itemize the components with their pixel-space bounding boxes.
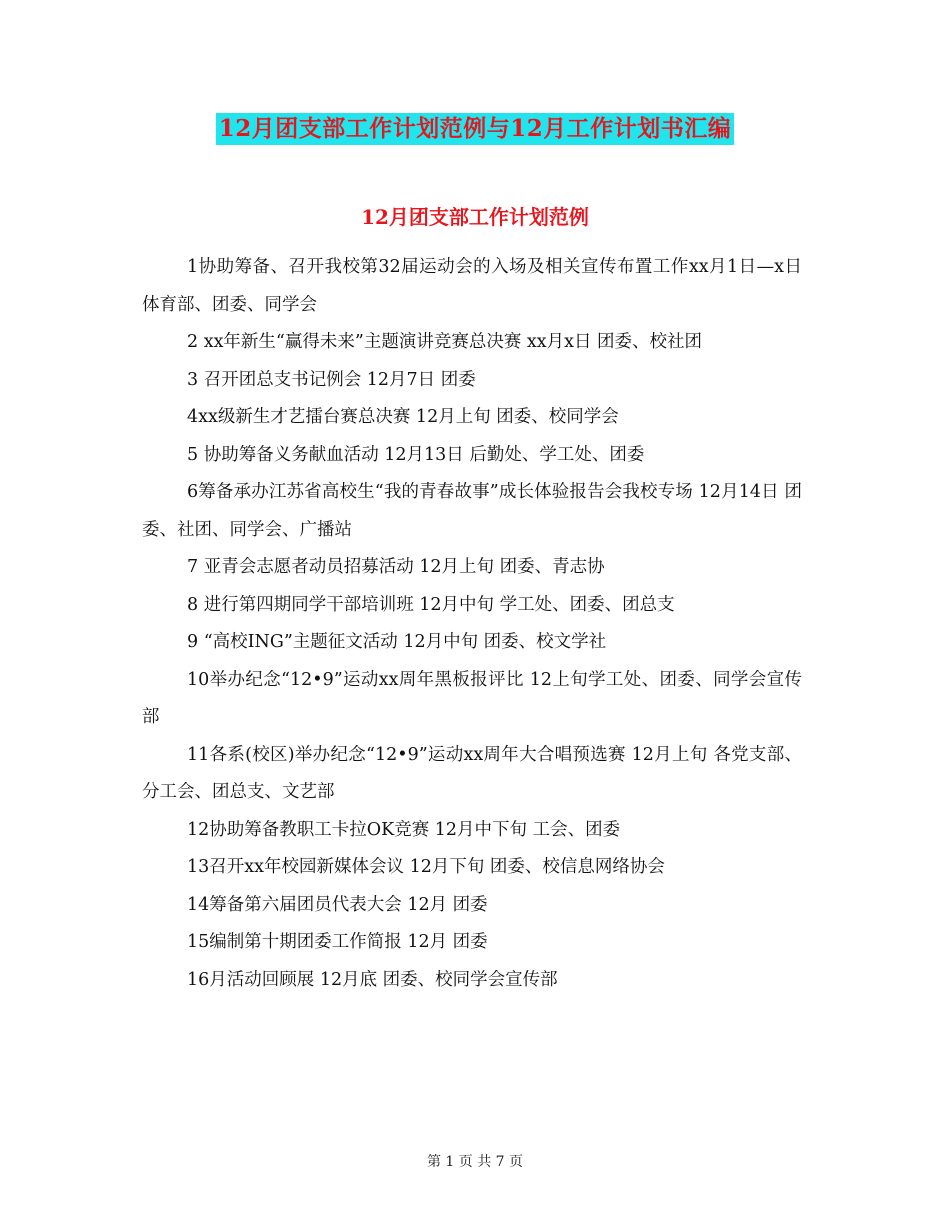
plan-item: 5 协助筹备义务献血活动 12月13日 后勤处、学工处、团委 — [187, 444, 645, 465]
plan-item: 14筹备第六届团员代表大会 12月 团委 — [187, 894, 488, 915]
plan-item: 1协助筹备、召开我校第32届运动会的入场及相关宣传布置工作xx月1日—x日 体育部、团委、同学会 — [142, 257, 802, 315]
document-title-container — [0, 113, 950, 145]
plan-item: 3 召开团总支书记例会 12月7日 团委 — [187, 369, 476, 390]
plan-item: 9 “高校ING”主题征文活动 12月中旬 团委、校文学社 — [187, 632, 607, 652]
plan-item: 15编制第十期团委工作简报 12月 团委 — [187, 932, 488, 952]
plan-item-list — [142, 249, 802, 999]
plan-item: 11各系(校区)举办纪念“12•9”运动xx周年大合唱预选赛 12月上旬 各党支部、分工会、团总支、文艺部 — [142, 744, 802, 802]
plan-item: 6筹备承办江苏省高校生“我的青春故事”成长体验报告会我校专场 12月14日 团委、社团、同学会、广播站 — [142, 482, 802, 540]
plan-item: 13召开xx年校园新媒体会议 12月下旬 团委、校信息网络协会 — [187, 857, 665, 877]
document-title: 12月团支部工作计划范例与12月工作计划书汇编 — [216, 113, 735, 145]
plan-item: 8 进行第四期同学干部培训班 12月中旬 学工处、团委、团总支 — [187, 594, 675, 615]
plan-item: 12协助筹备教职工卡拉OK竞赛 12月中下旬 工会、团委 — [187, 819, 621, 840]
plan-item: 7 亚青会志愿者动员招募活动 12月上旬 团委、青志协 — [187, 557, 605, 577]
plan-item: 4xx级新生才艺擂台赛总决赛 12月上旬 团委、校同学会 — [187, 407, 619, 427]
plan-item: 16月活动回顾展 12月底 团委、校同学会宣传部 — [187, 969, 558, 990]
plan-item: 2 xx年新生“赢得未来”主题演讲竞赛总决赛 xx月x日 团委、校社团 — [187, 332, 703, 352]
section-heading: 12月团支部工作计划范例 — [361, 205, 589, 229]
plan-item: 10举办纪念“12•9”运动xx周年黑板报评比 12上旬学工处、团委、同学会宣传部 — [142, 669, 802, 727]
page-footer: 第 1 页 共 7 页 — [426, 1154, 524, 1170]
